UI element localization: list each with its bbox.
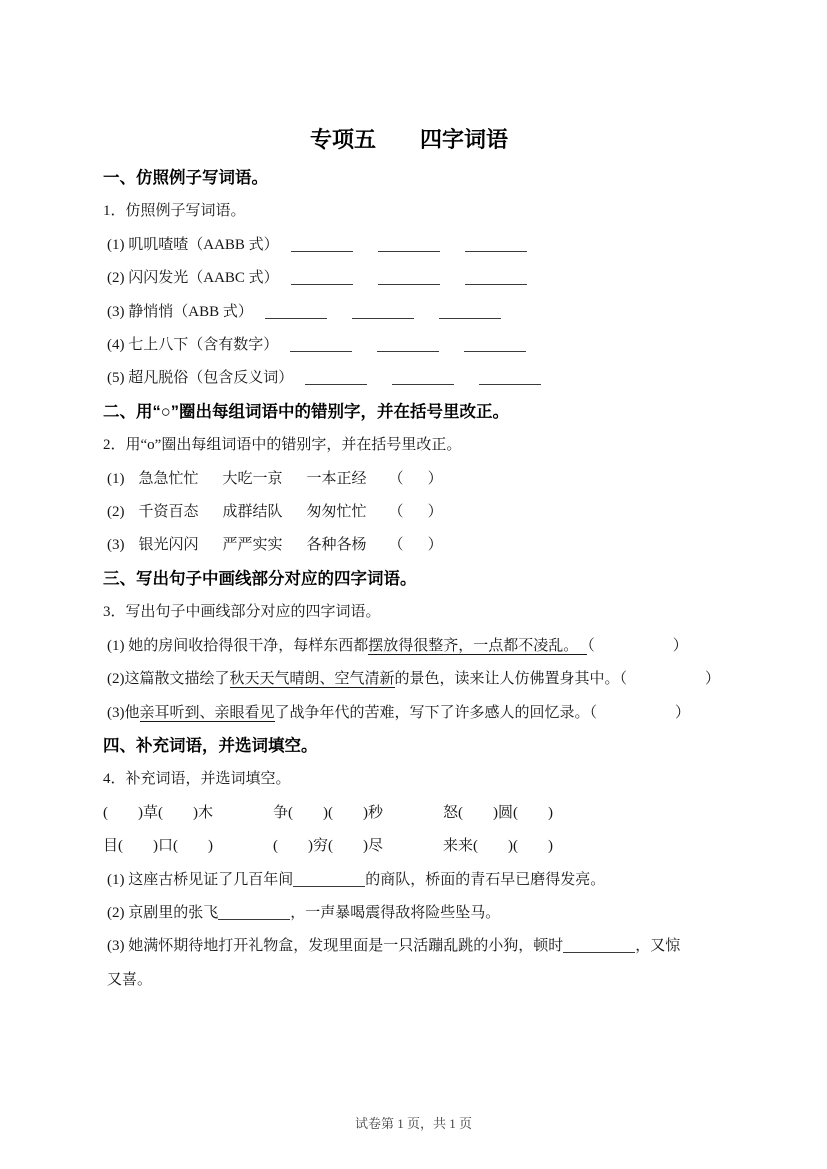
sentence-text: 的景色，读来让人仿佛置身其中。: [394, 671, 620, 688]
word-group-word: 匆匆忙忙: [306, 504, 367, 521]
answer-parens: [620, 671, 721, 687]
paren-close: ）: [427, 504, 443, 521]
q1-item-label: (3) 静悄悄（ABB 式）: [107, 303, 253, 320]
paren-open: （: [388, 504, 404, 521]
sentence-text: (3) 她满怀期待地打开礼物盒，发现里面是一只活蹦乱跳的小狗，顿时: [107, 938, 564, 955]
word-group-word: 千资百态: [138, 504, 199, 521]
item-number: (3): [107, 537, 125, 554]
paren-open: （: [388, 470, 404, 487]
sentence-text: (1) 她的房间收拾得很干净，每样东西都: [107, 637, 369, 654]
word-completion-cell: 争( )( )秒: [273, 804, 383, 821]
answer-blank-line: [291, 272, 353, 285]
paren-open: （: [587, 637, 595, 654]
question-1-intro: 1．仿照例子写词语。: [103, 203, 246, 220]
q4-sentence: [103, 864, 715, 897]
q1-item-row: [103, 296, 715, 329]
paren-close: ）: [705, 671, 721, 688]
paren-close: ）: [675, 704, 691, 721]
answer-blank-line: [352, 306, 414, 319]
question-2-intro: 2．用“o”圈出每组词语中的错别字，并在括号里改正。: [103, 437, 462, 454]
q2-word-group-row: [103, 529, 715, 562]
answer-blank-line: [378, 272, 440, 285]
underlined-phrase: 亲耳听到、亲眼看见: [139, 704, 275, 721]
word-completion-cell: 来来( )( ): [443, 838, 553, 855]
item-number: (2): [107, 504, 125, 521]
word-group-word: 大吃一京: [222, 470, 283, 487]
q2-word-group-row: [103, 463, 715, 496]
worksheet-content: [103, 0, 721, 997]
answer-blank-line: [265, 306, 327, 319]
sentence-text: 的商队，桥面的青石早已磨得发亮。: [365, 871, 606, 888]
q4-sentence: [103, 930, 695, 997]
sentence-text: (2) 京剧里的张飞: [107, 904, 219, 921]
fill-in-blank-line: [563, 940, 635, 953]
paren-open: （: [589, 704, 598, 721]
answer-blank-line: [290, 339, 352, 352]
sentence-text: ，又惊又喜。: [107, 938, 681, 988]
question-3-intro: 3．写出句子中画线部分对应的四字词语。: [103, 604, 381, 621]
word-completion-cell: ( )草( )木: [103, 804, 213, 821]
sentence-text: ，一声暴喝震得敌将险些坠马。: [290, 904, 501, 921]
q1-item-row: [103, 362, 715, 395]
underlined-phrase: 摆放得很整齐，一点都不凌乱。: [368, 638, 587, 655]
q1-item-label: (5) 超凡脱俗（包含反义词）: [107, 370, 294, 387]
answer-blank-line: [465, 272, 527, 285]
sentence-text: (1) 这座古桥见证了几百年间: [107, 871, 294, 888]
section-3-heading: 三、写出句子中画线部分对应的四字词语。: [103, 569, 417, 588]
word-completion-row: [103, 830, 715, 863]
q1-item-row: [103, 262, 715, 295]
underlined-phrase: 秋天天气晴朗、空气清新: [229, 671, 395, 688]
q3-sentence: [103, 630, 715, 663]
word-group-word: 各种各杨: [306, 537, 367, 554]
answer-blank-line: [392, 372, 454, 385]
fill-in-blank-line: [293, 874, 365, 887]
q3-sentence: [103, 663, 721, 696]
section-2-heading: 二、用“○”圈出每组词语中的错别字，并在括号里改正。: [103, 402, 509, 421]
sentence-text: 了战争年代的苦难，写下了许多感人的回忆录。: [274, 704, 590, 721]
paren-close: ）: [427, 470, 443, 487]
sentence-text: (3)他: [107, 704, 140, 721]
sentence-text: (2)这篇散文描绘了: [107, 671, 230, 688]
correction-parens: [389, 471, 443, 487]
q2-word-group-row: [103, 496, 715, 529]
paren-close: ）: [427, 537, 443, 554]
answer-blank-line: [378, 239, 440, 252]
correction-parens: [389, 537, 443, 553]
word-completion-cell: 目( )口( ): [103, 838, 213, 855]
answer-blank-line: [464, 339, 526, 352]
q1-item-row: [103, 329, 715, 362]
paren-close: ）: [672, 637, 688, 654]
answer-parens: [587, 638, 688, 654]
page-footer: 试卷第 1 页，共 1 页: [354, 1116, 472, 1131]
word-completion-row: [103, 797, 715, 830]
answer-blank-line: [377, 339, 439, 352]
word-completion-cell: ( )穷( )尽: [273, 838, 383, 855]
answer-blank-line: [465, 239, 527, 252]
q1-item-label: (4) 七上八下（含有数字）: [107, 337, 279, 354]
section-4-heading: 四、补充词语，并选词填空。: [103, 736, 318, 755]
q1-item-label: (2) 闪闪发光（AABC 式）: [107, 270, 279, 287]
answer-blank-line: [439, 306, 501, 319]
q1-item-row: [103, 229, 715, 262]
page-title: 专项五 四字词语: [309, 127, 508, 152]
fill-in-blank-line: [218, 907, 290, 920]
answer-blank-line: [291, 239, 353, 252]
question-4-intro: 4．补充词语，并选词填空。: [103, 771, 291, 788]
q1-item-label: (1) 叽叽喳喳（AABB 式）: [107, 236, 279, 253]
item-number: (1): [107, 470, 125, 487]
paren-open: （: [619, 671, 628, 688]
word-group-word: 严严实实: [222, 537, 283, 554]
q3-sentence: [103, 697, 715, 730]
q4-sentence: [103, 897, 715, 930]
word-group-word: 银光闪闪: [138, 537, 199, 554]
correction-parens: [389, 504, 443, 520]
answer-blank-line: [479, 372, 541, 385]
word-completion-cell: 怒( )圆( ): [443, 804, 553, 821]
answer-parens: [590, 705, 691, 721]
word-group-word: 一本正经: [306, 470, 367, 487]
paren-open: （: [388, 537, 404, 554]
section-1-heading: 一、仿照例子写词语。: [103, 169, 268, 187]
answer-blank-line: [305, 372, 367, 385]
word-group-word: 成群结队: [222, 504, 283, 521]
word-group-word: 急急忙忙: [138, 470, 199, 487]
